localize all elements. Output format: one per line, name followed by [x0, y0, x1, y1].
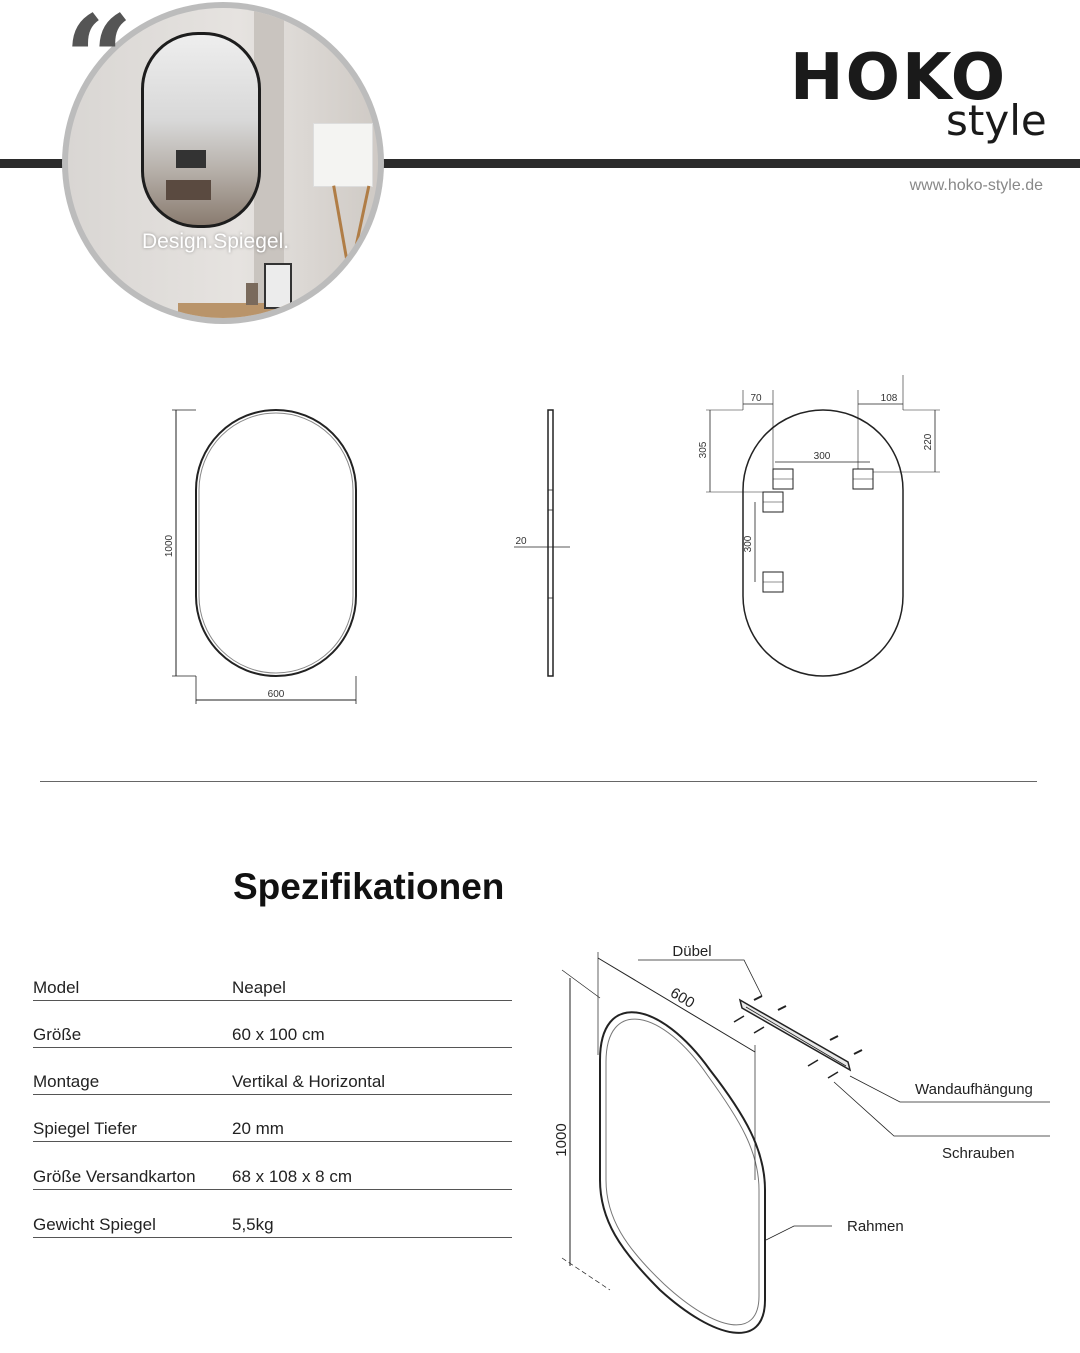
- spec-value: 20 mm: [232, 1119, 284, 1138]
- callout-dowel: Dübel: [672, 943, 712, 960]
- spec-row: [33, 1064, 512, 1095]
- back-top-left-label: 305: [698, 441, 709, 459]
- spec-label: Gewicht Spiegel: [33, 1215, 156, 1234]
- spec-value: 5,5kg: [232, 1215, 274, 1234]
- front-width-label: 600: [267, 689, 285, 700]
- section-divider: [40, 781, 1037, 782]
- quote-mark-icon: “: [64, 0, 124, 130]
- spec-label: Model: [33, 978, 80, 997]
- callout-frame: Rahmen: [847, 1218, 904, 1235]
- callout-screws: Schrauben: [942, 1145, 1015, 1162]
- front-height-label: 1000: [164, 534, 175, 558]
- back-view-drawing: [706, 375, 940, 676]
- back-horizontal-spacing-label: 300: [813, 451, 831, 462]
- back-left-offset-label: 70: [750, 393, 762, 404]
- spec-row: [33, 1207, 512, 1238]
- spec-row: [33, 1111, 512, 1142]
- back-top-right-label: 220: [923, 433, 934, 451]
- spec-value: Neapel: [232, 978, 286, 997]
- brand-logo-style: style: [946, 96, 1047, 145]
- back-right-offset-label: 108: [880, 393, 898, 404]
- isometric-drawing: [540, 930, 1080, 1350]
- isometric-width-label: 600: [667, 984, 698, 1012]
- spec-label: Größe: [33, 1025, 82, 1044]
- isometric-height-label: 1000: [553, 1123, 570, 1157]
- technical-drawings: [0, 360, 1080, 720]
- back-vertical-spacing-label: 300: [743, 535, 754, 553]
- spec-row: [33, 1017, 512, 1048]
- lamp-shade: [313, 123, 373, 187]
- spec-title: Spezifikationen: [233, 866, 505, 907]
- spec-value: 68 x 108 x 8 cm: [232, 1167, 353, 1186]
- side-depth-label: 20: [515, 536, 527, 547]
- callout-bracket: Wandaufhängung: [915, 1081, 1033, 1098]
- photo-caption: Design.Spiegel.: [142, 230, 290, 253]
- brand-logo-hoko: HOKO: [790, 41, 1008, 115]
- isometric-mirror-frame: [600, 1012, 765, 1333]
- spec-label: Spiegel Tiefer: [33, 1119, 137, 1138]
- spec-value: 60 x 100 cm: [232, 1025, 325, 1044]
- spec-row: [33, 1159, 512, 1190]
- front-view-drawing: [172, 410, 356, 704]
- wall-bracket: [740, 1000, 850, 1070]
- website-url[interactable]: www.hoko-style.de: [909, 177, 1043, 194]
- spec-label: Montage: [33, 1072, 100, 1091]
- spec-row: [33, 970, 512, 1001]
- spec-label: Größe Versandkarton: [33, 1167, 196, 1186]
- spec-value: Vertikal & Horizontal: [232, 1072, 386, 1091]
